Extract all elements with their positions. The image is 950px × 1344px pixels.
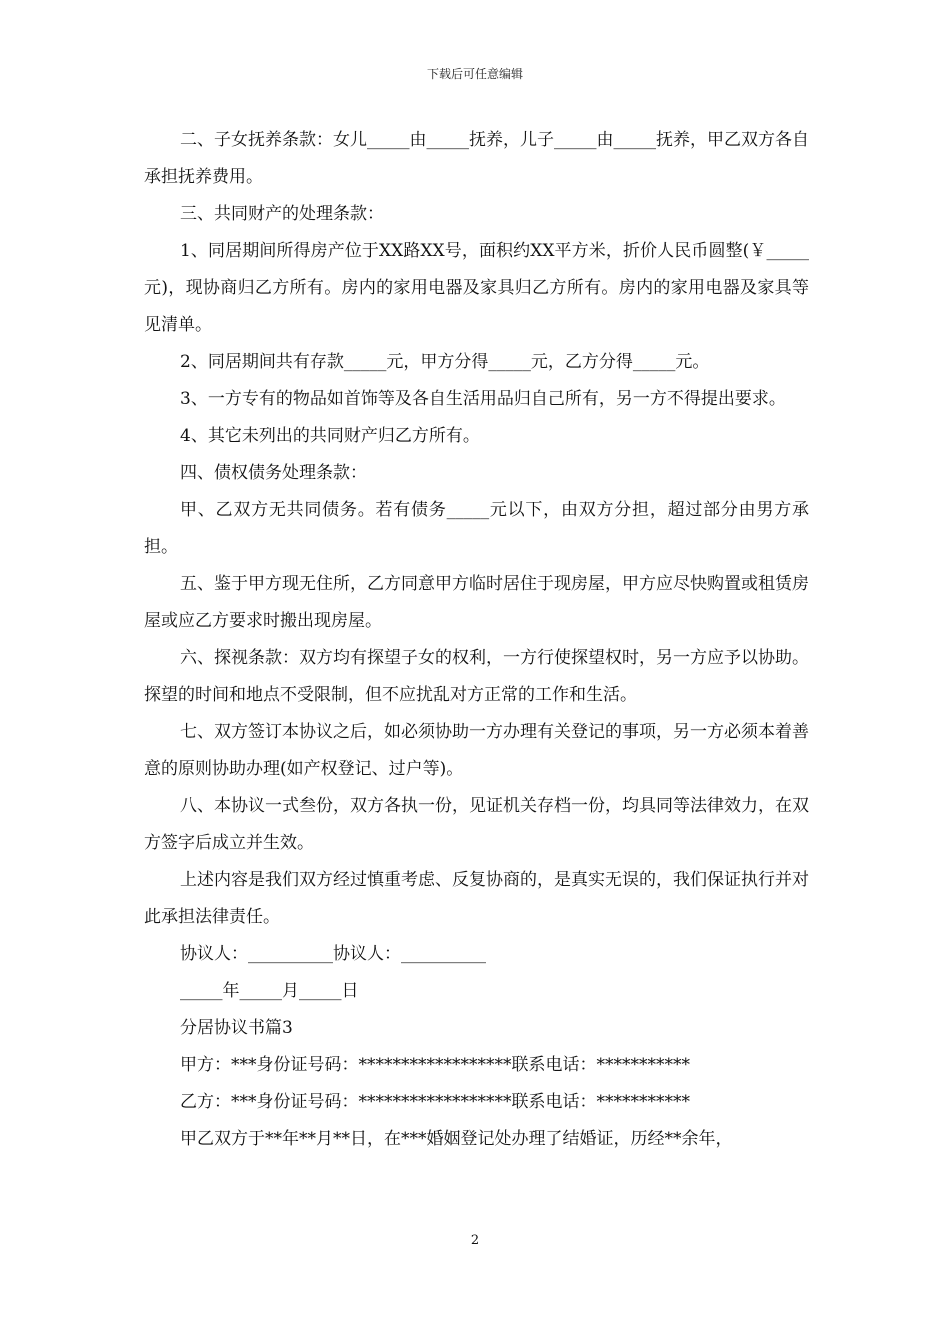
section-heading-debts: 四、债权债务处理条款：	[180, 463, 367, 483]
page-number: 2	[470, 1233, 480, 1248]
clause-declaration: 上述内容是我们双方经过慎重考虑、反复协商的，是真实无误的，我们保证执行并对此承担法律责任。	[144, 870, 809, 927]
clause-property-other: 4、其它未列出的共同财产归乙方所有。	[180, 426, 480, 446]
party-b-line: 乙方：***身份证号码：******************联系电话：***********	[180, 1092, 690, 1112]
clause-child-custody: 二、子女抚养条款：女儿_____由_____抚养，儿子_____由_____抚养，甲乙双方各自承担抚养费用。	[144, 130, 809, 187]
agreement-title-part-3: 分居协议书篇3	[180, 1018, 293, 1038]
party-a-line: 甲方：***身份证号码：******************联系电话：***********	[180, 1055, 690, 1075]
clause-registration: 七、双方签订本协议之后，如必须协助一方办理有关登记的事项，另一方必须本着善意的原则协助办理(如产权登记、过户等)。	[144, 722, 809, 779]
clause-copies-effect: 八、本协议一式叁份，双方各执一份，见证机关存档一份，均具同等法律效力，在双方签字后成立并生效。	[144, 796, 809, 853]
clause-residence: 五、鉴于甲方现无住所，乙方同意甲方临时居住于现房屋，甲方应尽快购置或租赁房屋或应乙方要求时搬出现房屋。	[144, 574, 809, 631]
date-line: _____年_____月_____日	[180, 981, 359, 1001]
marriage-statement: 甲乙双方于**年**月**日，在***婚姻登记处办理了结婚证，历经**余年，	[180, 1129, 733, 1149]
document-body	[144, 122, 809, 1158]
clause-property-personal-items: 3、一方专有的物品如首饰等及各自生活用品归自己所有，另一方不得提出要求。	[180, 389, 786, 409]
clause-property-house: 1、同居期间所得房产位于XX路XX号，面积约XX平方米，折价人民币圆整(￥_____元)，现协商归乙方所有。房内的家用电器及家具归乙方所有。房内的家用电器及家具等见清单。	[144, 241, 809, 335]
page-header-note: 下载后可任意编辑	[426, 67, 523, 81]
clause-property-savings: 2、同居期间共有存款_____元，甲方分得_____元，乙方分得_____元。	[180, 352, 710, 372]
section-heading-joint-property: 三、共同财产的处理条款：	[180, 204, 384, 224]
clause-debts: 甲、乙双方无共同债务。若有债务_____元以下，由双方分担，超过部分由男方承担。	[144, 500, 809, 557]
signature-line: 协议人：__________协议人：__________	[180, 944, 486, 964]
clause-visitation: 六、探视条款：双方均有探望子女的权利，一方行使探望权时，另一方应予以协助。探望的时间和地点不受限制，但不应扰乱对方正常的工作和生活。	[144, 648, 809, 705]
